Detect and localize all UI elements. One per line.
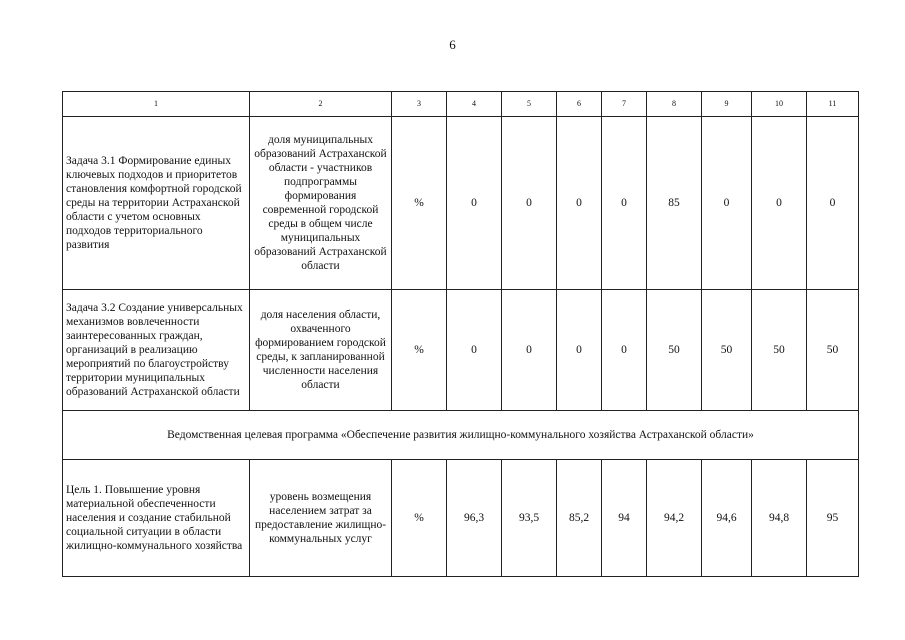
goal-cell: Цель 1. Повышение уровня материальной обеспеченности населения и создание стабильной социальной ситуации в области жилищно-коммунального хозяйства	[63, 460, 250, 577]
column-header: 6	[557, 92, 602, 117]
unit-cell: %	[392, 117, 447, 290]
column-header: 2	[250, 92, 392, 117]
value-cell: 50	[702, 290, 752, 411]
table-row	[63, 460, 859, 577]
indicator-cell: доля муниципальных образований Астраханской области - участников подпрограммы формирования современной городской среды в общем числе муниципальных образований Астраханской области	[250, 117, 392, 290]
value-cell: 0	[752, 117, 807, 290]
column-header: 5	[502, 92, 557, 117]
value-cell: 50	[807, 290, 859, 411]
indicator-cell: доля населения области, охваченного формированием городской среды, к запланированной численности населения области	[250, 290, 392, 411]
value-cell: 0	[557, 117, 602, 290]
value-cell: 50	[647, 290, 702, 411]
unit-cell: %	[392, 290, 447, 411]
value-cell: 0	[807, 117, 859, 290]
value-cell: 94,2	[647, 460, 702, 577]
value-cell: 0	[502, 290, 557, 411]
table-row	[63, 117, 859, 290]
value-cell: 0	[602, 290, 647, 411]
column-header: 7	[602, 92, 647, 117]
value-cell: 93,5	[502, 460, 557, 577]
value-cell: 94,8	[752, 460, 807, 577]
value-cell: 95	[807, 460, 859, 577]
value-cell: 0	[447, 117, 502, 290]
column-header: 10	[752, 92, 807, 117]
value-cell: 0	[557, 290, 602, 411]
value-cell: 0	[447, 290, 502, 411]
column-header: 11	[807, 92, 859, 117]
value-cell: 94,6	[702, 460, 752, 577]
program-title-row	[63, 411, 859, 460]
table-row	[63, 290, 859, 411]
value-cell: 0	[702, 117, 752, 290]
indicator-cell: уровень возмещения населением затрат за предоставление жилищно-коммунальных услуг	[250, 460, 392, 577]
task-cell: Задача 3.1 Формирование единых ключевых подходов и приоритетов становления комфортной городской среды на территории Астраханской области с учетом основных подходов территориального развития	[63, 117, 250, 290]
value-cell: 94	[602, 460, 647, 577]
value-cell: 50	[752, 290, 807, 411]
program-title: Ведомственная целевая программа «Обеспечение развития жилищно-коммунального хозяйства Астраханской области»	[63, 411, 859, 460]
unit-cell: %	[392, 460, 447, 577]
page-number: 6	[449, 37, 456, 52]
value-cell: 0	[502, 117, 557, 290]
value-cell: 96,3	[447, 460, 502, 577]
value-cell: 85	[647, 117, 702, 290]
column-number-row	[63, 92, 859, 117]
indicators-table	[62, 91, 859, 577]
value-cell: 85,2	[557, 460, 602, 577]
column-header: 1	[63, 92, 250, 117]
task-cell: Задача 3.2 Создание универсальных механизмов вовлеченности заинтересованных граждан, организаций в реализацию мероприятий по благоустройству территории муниципальных образований Астраханской области	[63, 290, 250, 411]
column-header: 4	[447, 92, 502, 117]
column-header: 8	[647, 92, 702, 117]
column-header: 9	[702, 92, 752, 117]
value-cell: 0	[602, 117, 647, 290]
column-header: 3	[392, 92, 447, 117]
